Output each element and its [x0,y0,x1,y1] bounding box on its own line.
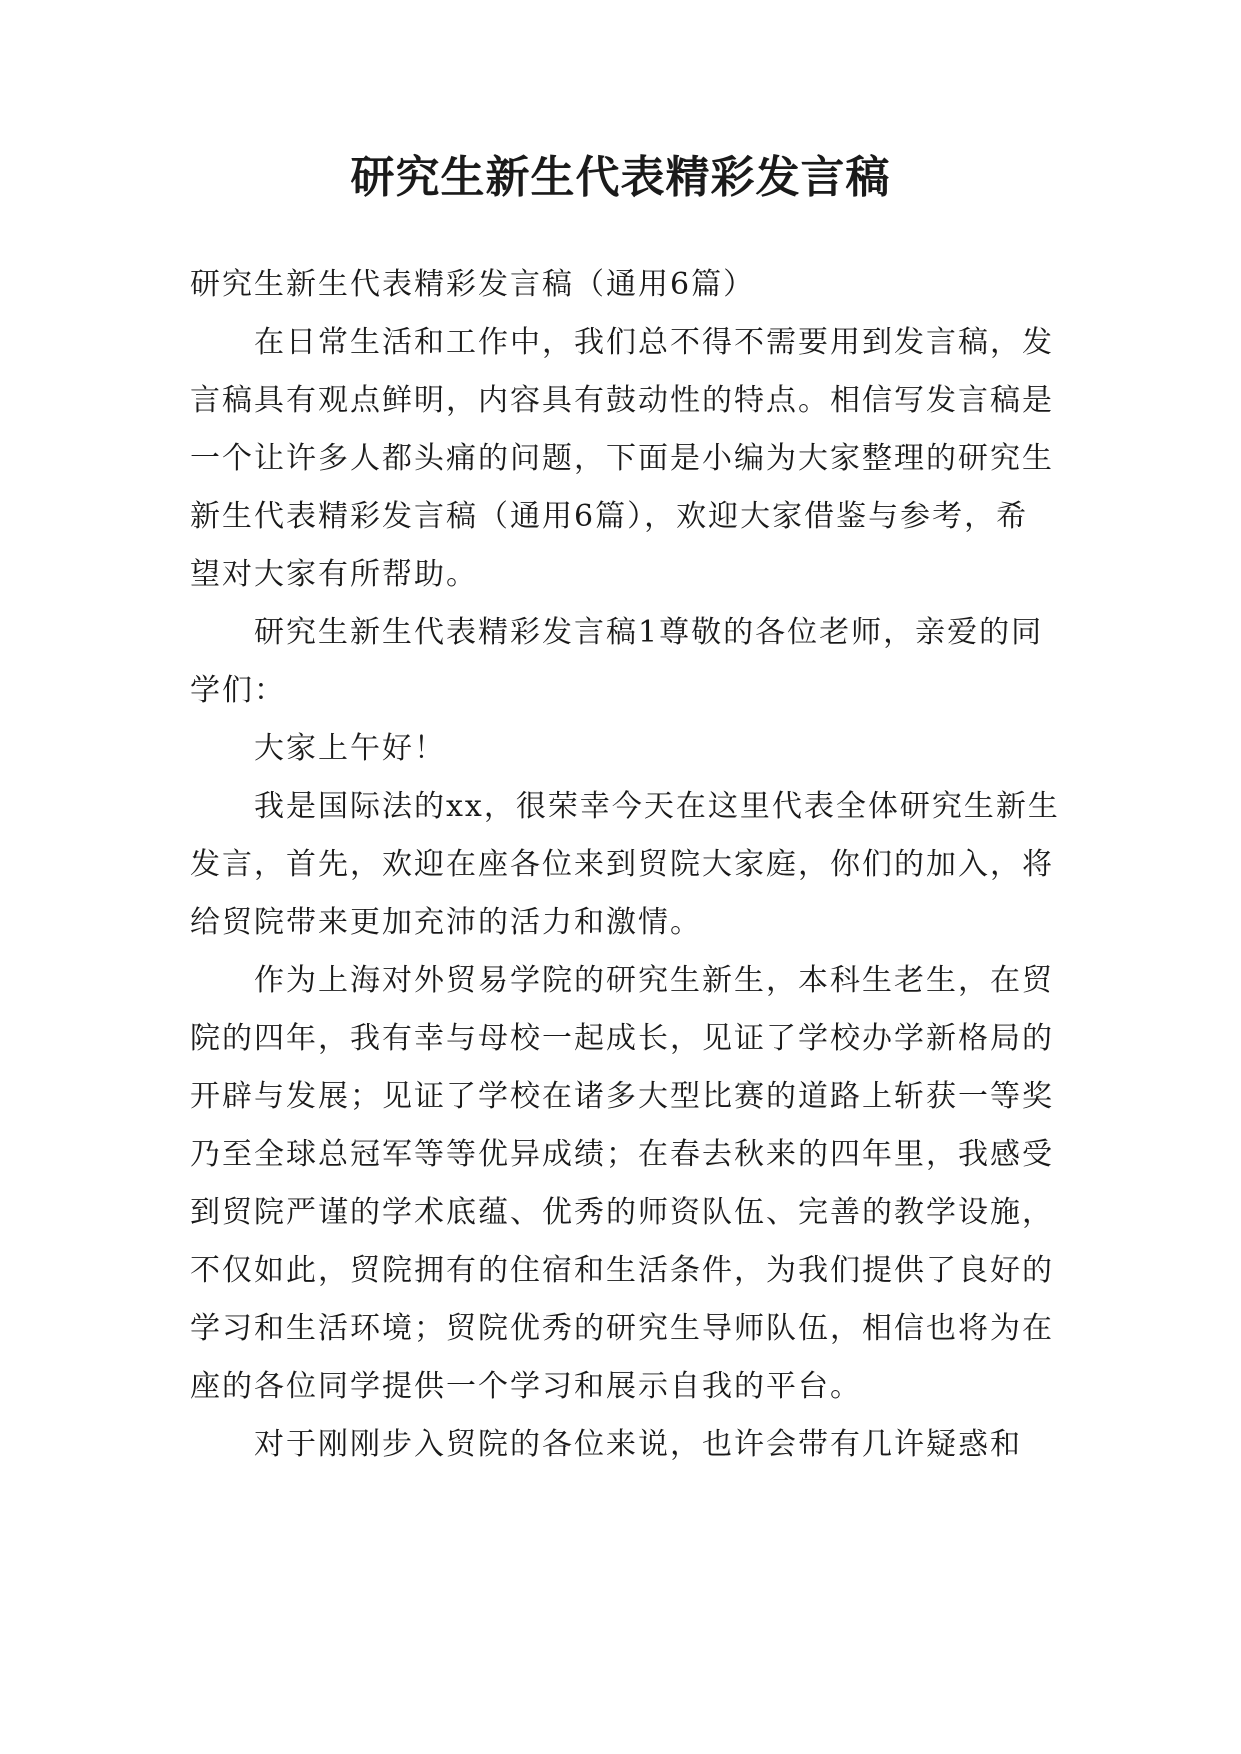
subtitle-paragraph: 研究生新生代表精彩发言稿（通用6篇） [190,267,756,302]
hello-paragraph: 大家上午好！ [254,731,446,766]
document-body [190,256,1060,1474]
body-paragraph: 作为上海对外贸易学院的研究生新生，本科生老生，在贸院的四年，我有幸与母校一起成长，见证了学校办学新格局的开辟与发展；见证了学校在诸多大型比赛的道路上斩获一等奖乃至全球总冠军等等优异成绩；在春去秋来的四年里，我感受到贸院严谨的学术底蕴、优秀的师资队伍、完善的教学设施，不仅如此，贸院拥有的住宿和生活条件，为我们提供了良好的学习和生活环境；贸院优秀的研究生导师队伍，相信也将为在座的各位同学提供一个学习和展示自我的平台。 [190,963,1054,1404]
greeting-paragraph: 研究生新生代表精彩发言稿1尊敬的各位老师，亲爱的同学们： [190,615,1044,708]
intro-paragraph: 在日常生活和工作中，我们总不得不需要用到发言稿，发言稿具有观点鲜明，内容具有鼓动性的特点。相信写发言稿是一个让许多人都头痛的问题，下面是小编为大家整理的研究生新生代表精彩发言稿（通用6篇），欢迎大家借鉴与参考，希望对大家有所帮助。 [190,325,1054,592]
document-title: 研究生新生代表精彩发言稿 [350,152,891,203]
body-paragraph: 我是国际法的xx，很荣幸今天在这里代表全体研究生新生发言，首先，欢迎在座各位来到贸院大家庭，你们的加入，将给贸院带来更加充沛的活力和激情。 [190,789,1060,940]
body-paragraph: 对于刚刚步入贸院的各位来说，也许会带有几许疑惑和 [254,1427,1022,1462]
